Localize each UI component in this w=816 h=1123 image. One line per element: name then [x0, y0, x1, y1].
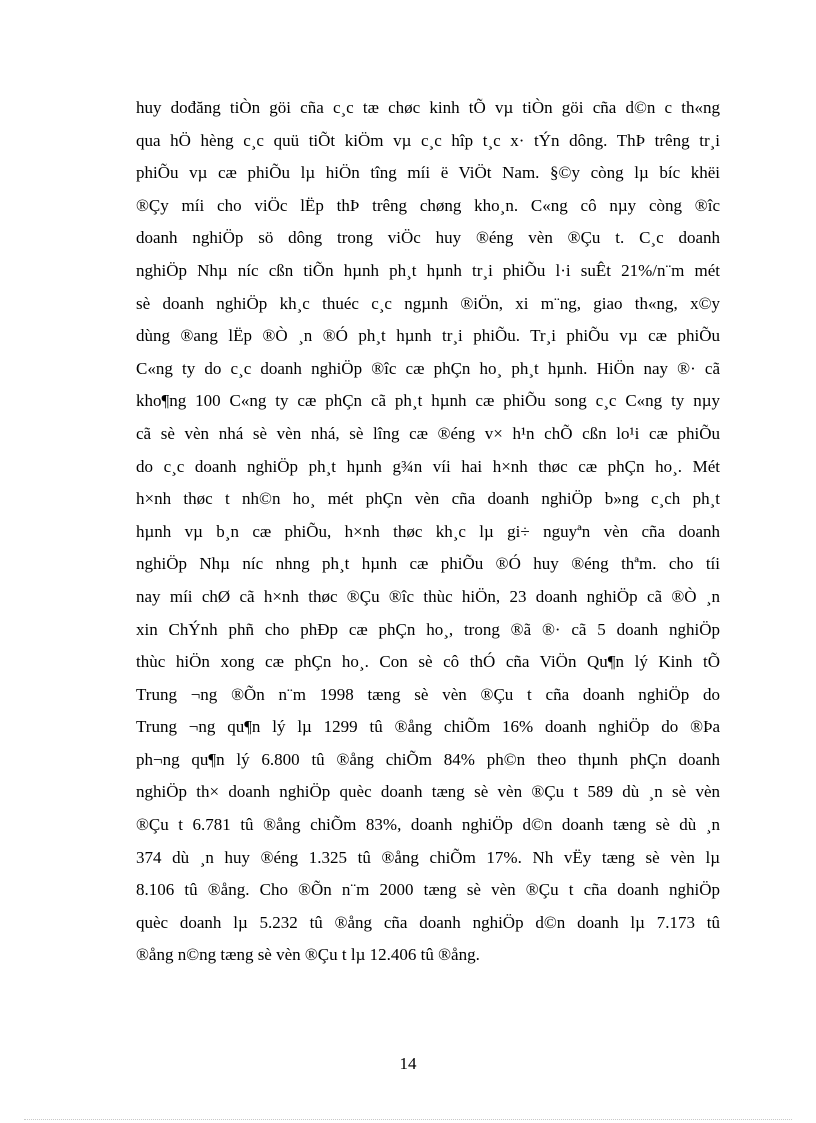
text-line: quèc doanh lµ 5.232 tû ®ång cña doanh nghiÖp d©n doanh lµ 7.173 tû	[136, 912, 720, 932]
text-line: ®Çy míi cho viÖc lËp thÞ trêng chøng kho¸n. C«ng cô nµy còng ®îc	[136, 195, 720, 215]
page-number: 14	[399, 1054, 417, 1073]
text-line: phiÕu vµ cæ phiÕu lµ hiÖn tîng míi ë ViÖt Nam. §©y còng lµ bíc khëi	[136, 163, 720, 183]
text-line: dùng ®ang lËp ®Ò ¸n ®Ó ph¸t hµnh tr¸i phiÕu. Tr¸i phiÕu vµ cæ phiÕu	[136, 326, 720, 346]
text-line: ®ång n©ng tæng sè vèn ®Çu t lµ 12.406 tû ®ång.	[136, 945, 480, 965]
text-line: doanh nghiÖp sö dông trong viÖc huy ®éng vèn ®Çu t. C¸c doanh	[136, 228, 720, 248]
text-line: do c¸c doanh nghiÖp ph¸t hµnh g¾n víi hai h×nh thøc cæ phÇn ho¸. Mét	[136, 456, 720, 476]
text-line: xin ChÝnh phñ cho phÐp cæ phÇn ho¸, trong ®ã ®· cã 5 doanh nghiÖp	[136, 619, 720, 639]
text-line: nghiÖp Nhµ níc cßn tiÕn hµnh ph¸t hµnh tr¸i phiÕu l·i suÊt 21%/n¨m mét	[136, 260, 720, 280]
text-line: kho¶ng 100 C«ng ty cæ phÇn cã ph¸t hµnh cæ phiÕu song c¸c C«ng ty nµy	[136, 391, 720, 411]
text-line: 8.106 tû ®ång. Cho ®Õn n¨m 2000 tæng sè vèn ®Çu t cña doanh nghiÖp	[136, 880, 720, 900]
text-line: nay míi chØ cã h×nh thøc ®Çu ®îc thùc hiÖn, 23 doanh nghiÖp cã ®Ò ¸n	[136, 586, 720, 606]
text-line: nghiÖp th× doanh nghiÖp quèc doanh tæng sè vèn ®Çu t 589 dù ¸n sè vèn	[136, 782, 720, 802]
text-line: hµnh vµ b¸n cæ phiÕu, h×nh thøc kh¸c lµ gi÷ nguyªn vèn cña doanh	[136, 521, 720, 541]
page-bottom-divider	[24, 1119, 792, 1120]
text-line: ®Çu t 6.781 tû ®ång chiÕm 83%, doanh nghiÖp d©n doanh tæng sè dù ¸n	[136, 815, 720, 835]
text-line: h×nh thøc t nh©n ho¸ mét phÇn vèn cña doanh nghiÖp b»ng c¸ch ph¸t	[136, 489, 720, 509]
text-line: huy dođăng tiÒn göi cña c¸c tæ chøc kinh tÕ vµ tiÒn göi cña d©n c th«ng	[136, 98, 720, 117]
text-line: Trung ¬ng qu¶n lý lµ 1299 tû ®ång chiÕm 16% doanh nghiÖp do ®Þa	[136, 717, 720, 737]
text-line: 374 dù ¸n huy ®éng 1.325 tû ®ång chiÕm 17%. Nh vËy tæng sè vèn lµ	[136, 847, 720, 867]
text-line: ph¬ng qu¶n lý 6.800 tû ®ång chiÕm 84% ph©n theo thµnh phÇn doanh	[136, 749, 720, 769]
text-line: nghiÖp Nhµ níc nhng ph¸t hµnh cæ phiÕu ®Ó huy ®éng thªm. cho tíi	[136, 554, 720, 574]
text-line: C«ng ty do c¸c doanh nghiÖp ®îc cæ phÇn ho¸ ph¸t hµnh. HiÖn nay ®· cã	[136, 358, 720, 378]
body-paragraph	[136, 92, 720, 972]
text-line: cã sè vèn nhá sè vèn nhá, sè lîng cæ ®éng v× h¹n chÕ cßn lo¹i cæ phiÕu	[136, 423, 720, 443]
text-line: qua hÖ hèng c¸c quü tiÕt kiÖm vµ c¸c hîp t¸c x· tÝn dông. ThÞ trêng tr¸i	[136, 130, 720, 150]
text-line: Trung ¬ng ®Õn n¨m 1998 tæng sè vèn ®Çu t cña doanh nghiÖp do	[136, 684, 720, 704]
text-line: thùc hiÖn xong cæ phÇn ho¸. Con sè cô thÓ cña ViÖn Qu¶n lý Kinh tÕ	[136, 652, 720, 672]
text-line: sè doanh nghiÖp kh¸c thuéc c¸c ngµnh ®iÖn, xi m¨ng, giao th«ng, x©y	[136, 293, 720, 313]
